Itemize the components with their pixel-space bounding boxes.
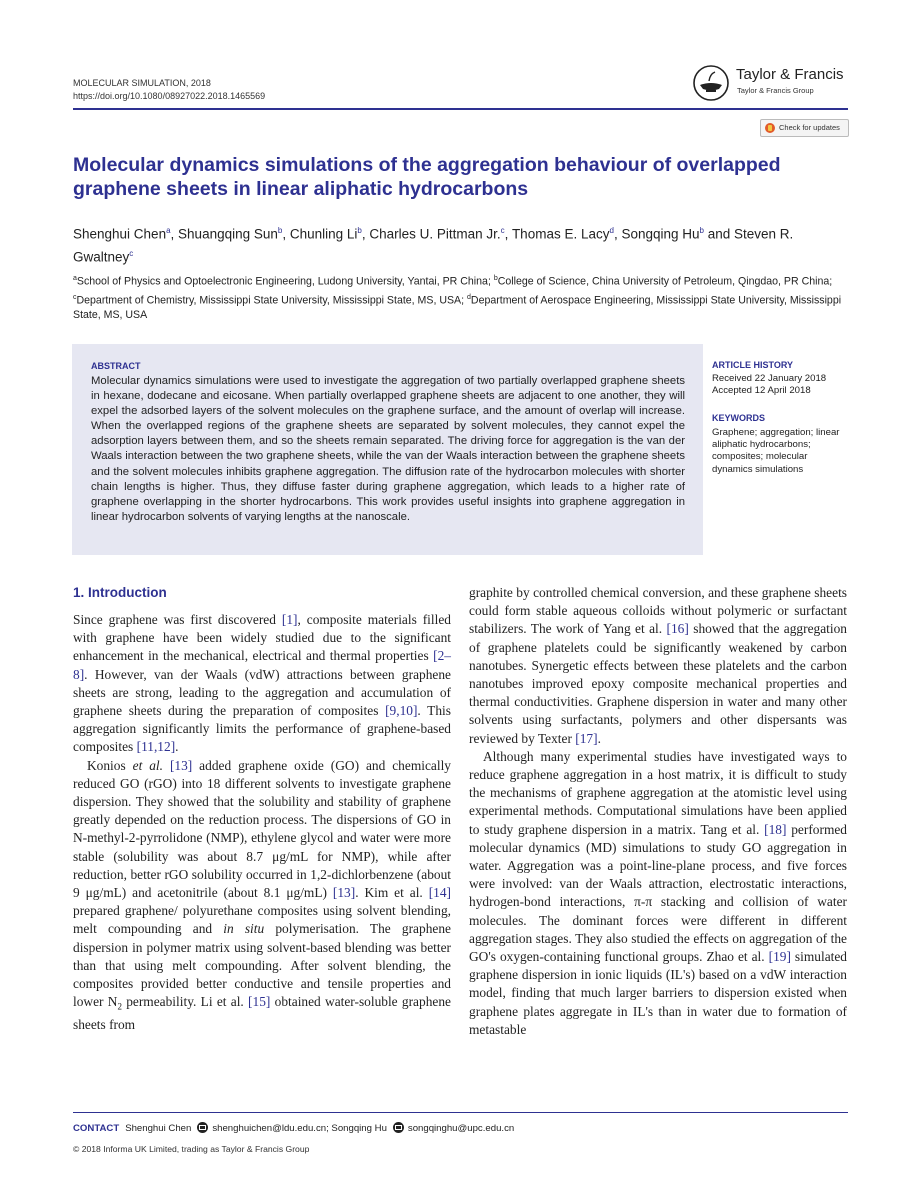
accepted-date: Accepted 12 April 2018 xyxy=(712,385,811,397)
affiliation-mark: c xyxy=(73,293,77,301)
email-icon xyxy=(393,1122,404,1133)
citation-link[interactable]: [1] xyxy=(281,612,298,627)
citation-link[interactable]: [18] xyxy=(764,821,787,837)
citation-link[interactable]: [13] xyxy=(332,885,356,901)
contact-email-1[interactable]: shenghuichen@ldu.edu.cn; Songqing Hu xyxy=(212,1123,387,1134)
keywords-heading: KEYWORDS xyxy=(712,413,766,423)
author-affiliation-mark: b xyxy=(699,226,704,235)
affiliation-text: College of Science, China University of Petroleum, Qingdao, PR China; xyxy=(497,275,833,288)
affiliations xyxy=(73,271,853,324)
subscript: 2 xyxy=(117,1001,122,1012)
contact-name: Shenghui Chen xyxy=(125,1123,192,1134)
doi-link[interactable]: https://doi.org/10.1080/08927022.2018.1465569 xyxy=(73,91,266,101)
crossmark-icon xyxy=(765,123,775,133)
author-affiliation-mark: c xyxy=(500,226,505,235)
journal-name: MOLECULAR SIMULATION, 2018 xyxy=(73,78,211,88)
copyright: © 2018 Informa UK Limited, trading as Taylor & Francis Group xyxy=(73,1144,310,1154)
publisher-logo xyxy=(692,64,852,104)
journal-info xyxy=(73,77,265,103)
citation-link[interactable]: [11,12] xyxy=(136,739,176,755)
contact-label: CONTACT xyxy=(73,1123,120,1134)
citation-link[interactable]: [19] xyxy=(768,949,791,965)
abstract-heading: ABSTRACT xyxy=(91,361,141,371)
affiliation-text: Department of Aerospace Engineering, Mississippi State University, Mississippi State, MS, USA xyxy=(73,294,842,322)
affiliation-text: Department of Chemistry, Mississippi State University, Mississippi State, MS, USA; xyxy=(76,294,468,307)
citation-link[interactable]: [15] xyxy=(248,994,271,1010)
italic-text: in situ xyxy=(223,921,265,937)
article-history-heading: ARTICLE HISTORY xyxy=(712,360,794,370)
publisher-group: Taylor & Francis Group xyxy=(737,86,814,95)
author-affiliation-mark: b xyxy=(277,226,283,235)
abstract-text: Molecular dynamics simulations were used to investigate the aggregation of two partially overlapped graphene sheets in hexane, dodecane and eicosane. When partially overlapped graphene sheets are adjacent to one another, they will expel the adsorbed layers of the solvent molecules on the graphene surface, and the amount of overlap will increase. When the overlapped regions of the graphene sheets are separated by solvent molecules, they cannot expel the adsorption layers between them, and so the sheets remain separated. The driving force for aggregation is the van der Waals interaction between the two graphene sheets, while the van der Waals interaction between the graphene sheets and the solvent molecules inhibits graphene aggregation. The diffusion rate of the hydrocarbon molecules with shorter chain lengths is higher. Thus, they diffuse faster during graphene aggregation, which leads to a higher rate of graphene overlapping in the shorter hydrocarbons. This work provides useful insights into graphene aggregation in linear hydrocarbon solvents of varying lengths at the nanoscale. xyxy=(91,375,685,523)
affiliation-mark: b xyxy=(493,275,498,282)
citation-link[interactable]: [16] xyxy=(666,621,689,637)
citation-link[interactable]: [13] xyxy=(169,757,193,773)
author-name: Shenghui Chen xyxy=(73,226,167,242)
author-affiliation-mark: b xyxy=(357,226,362,235)
italic-text: et al. xyxy=(132,757,163,773)
author-affiliation-mark: c xyxy=(129,248,134,258)
publisher-lamp-icon xyxy=(692,64,730,102)
citation-link[interactable]: [17] xyxy=(575,730,598,746)
email-icon xyxy=(197,1122,208,1133)
paragraph: Although many experimental studies have investigated ways to reduce graphene aggregation in a host matrix, it is difficult to study the mechanisms of graphene aggregation at the atomistic level using experimental methods. Computational simulations have been applied to study graphene dispersion in a matrix. Tang et al. [18] performed molecular dynamics (MD) simulations to study GO aggregation in water. Aggregation was a point-line-plane process, and five forces were involved: van der Waals attraction, electrostatic interactions, hydrogen-bond interactions, π-π stacking and collision of water molecules. The dominant forces were different in different aggregation stages. They also studied the effects on aggregation of the GO's oxygen-containing functional groups. Zhao et al. [19] simulated graphene dispersion in ionic liquids (IL's) based on a vdW interaction model, finding that much larger barriers to dispersion existed when graphene plates aggregate in IL's than in water due to formation of metastable xyxy=(469,748,847,1037)
author-list: Shenghui Chen$^a$, Shuangqing Sun$^b$, Chunling Li$^b$, Charles U. Pittman Jr.$^c$, Thomas E. Lacy$^d$, Songqing Hu$^b$ and Steven R. Gwaltney$^c$ xyxy=(73,226,794,264)
author-name: Steven R. Gwaltney xyxy=(73,226,794,264)
section-heading-introduction: 1. Introduction xyxy=(73,585,167,600)
author-name: Charles U. Pittman Jr. xyxy=(369,226,501,242)
check-updates-button[interactable] xyxy=(760,119,849,137)
author-name: Thomas E. Lacy xyxy=(511,226,610,242)
body-column-right xyxy=(469,584,847,1039)
affiliation-text: School of Physics and Optoelectronic Engineering, Ludong University, Yantai, PR China; xyxy=(76,275,494,288)
article-title: Molecular dynamics simulations of the aggregation behaviour of overlapped graphene sheets in linear aliphatic hydrocarbons xyxy=(73,154,781,200)
publisher-name: Taylor & Francis xyxy=(736,66,844,83)
affiliation-mark: d xyxy=(467,293,471,301)
citation-link[interactable]: [14] xyxy=(428,885,451,901)
author-affiliation-mark: a xyxy=(166,226,171,235)
paragraph: graphite by controlled chemical conversion, and these graphene sheets could form stable aqueous colloids without polymeric or surfactant stabilizers. The work of Yang et al. [16] showed that the aggregation of graphene platelets could be significantly weakened by carbon nanotubes. Synergetic effects between these platelets and the carbon nanotubes improved epoxy composite mechanical properties and thermal conductivities. Graphene dispersion in water and many other solvents using surfactants, polymers and other dispersants was reviewed by Texter [17]. xyxy=(469,585,847,746)
paragraph: Since graphene was first discovered [1], composite materials filled with graphene have been widely studied due to the significant enhancement in the mechanical, electrical and thermal properties [2–8]. However, van der Waals (vdW) attractions between graphene sheets are strong, leading to the aggregation and accumulation of graphene sheets during the preparation of composites [9,10]. This aggregation significantly limits the performance of graphene-based composites [11,12]. xyxy=(73,612,451,755)
author-name: Songqing Hu xyxy=(621,226,700,242)
footer-rule xyxy=(73,1112,848,1113)
author-name: Shuangqing Sun xyxy=(178,226,278,242)
contact-line xyxy=(73,1122,514,1135)
author-affiliation-mark: d xyxy=(609,226,614,235)
paragraph: Konios et al. [13] added graphene oxide (GO) and chemically reduced GO (rGO) into 18 different solvents to investigate graphene dispersion. They showed that the solubility and stability of graphene greatly depended on the reduction process. The dispersions of GO in N-methyl-2-pyrrolidone (NMP), ethylene glycol and water were more stable (solubility was about 8.7 μg/mL for NMP), while after reduction, better rGO solubility occurred in 1,2-dichlorbenzene (about 9 μg/mL) and acetonitrile (about 8.1 μg/mL) [13]. Kim et al. [14] prepared graphene/ polyurethane composites using solvent blending, melt compounding and in situ polymerisation. The graphene dispersion in polymer matrix using solvent-based blending was better than that using melt compounding. After solvent blending, the composites provided better conductive and tensile properties and lower $N_2$ permeability. Li et al. [15] obtained water-soluble graphene sheets from xyxy=(73,757,451,1033)
keywords-text: Graphene; aggregation; linear aliphatic hydrocarbons; composites; molecular dynamics simulations xyxy=(712,427,840,475)
body-column-left xyxy=(73,611,451,1034)
article-history xyxy=(712,373,852,397)
received-date: Received 22 January 2018 xyxy=(712,373,827,384)
header-rule xyxy=(73,108,848,110)
author-name: Chunling Li xyxy=(289,226,358,242)
affiliation-mark: a xyxy=(73,275,77,282)
citation-link[interactable]: [9,10] xyxy=(385,703,418,719)
check-updates-label: Check for updates xyxy=(779,123,840,132)
citation-link[interactable]: [2–8] xyxy=(73,648,451,682)
contact-email-2[interactable]: songqinghu@upc.edu.cn xyxy=(407,1123,515,1134)
